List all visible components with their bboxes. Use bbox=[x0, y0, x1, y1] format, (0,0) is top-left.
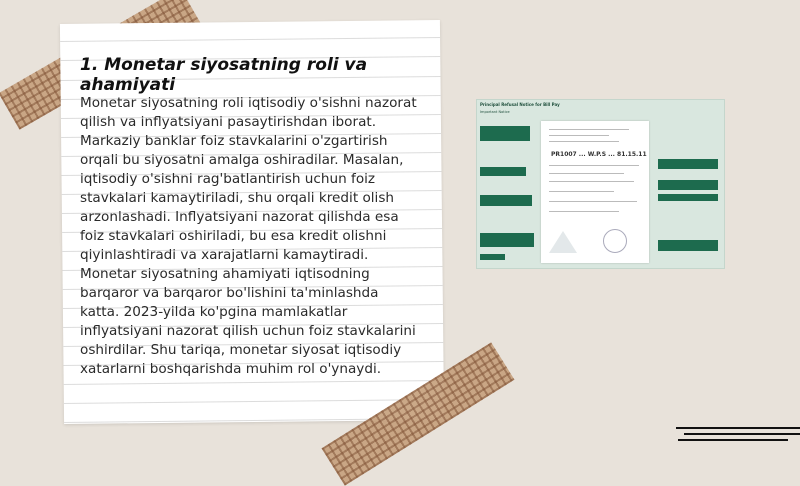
deco-line bbox=[684, 433, 800, 435]
document-title: Principal Refusal Notice for Bill Pay bbox=[480, 102, 560, 107]
doc-line bbox=[549, 191, 614, 192]
doc-line bbox=[549, 129, 629, 130]
doc-graphic bbox=[549, 231, 577, 253]
doc-line bbox=[549, 211, 619, 212]
callout-box bbox=[658, 180, 718, 190]
decorative-lines bbox=[676, 424, 800, 444]
doc-line bbox=[549, 165, 639, 166]
doc-stamp bbox=[603, 229, 627, 253]
callout-box bbox=[480, 167, 526, 176]
doc-line bbox=[549, 135, 609, 136]
document-subtitle: Important Notice bbox=[480, 110, 510, 114]
callout-box bbox=[480, 195, 532, 206]
callout-box bbox=[480, 254, 505, 260]
doc-line bbox=[549, 173, 624, 174]
document-illustration bbox=[476, 99, 725, 269]
slide-heading: 1. Monetar siyosatning roli va ahamiyati bbox=[80, 55, 368, 95]
doc-line bbox=[549, 181, 634, 182]
callout-box bbox=[658, 159, 718, 169]
deco-line bbox=[676, 427, 800, 429]
deco-line bbox=[678, 439, 788, 441]
callout-box bbox=[658, 194, 718, 201]
callout-box bbox=[480, 233, 534, 247]
slide-body-text: Monetar siyosatning roli iqtisodiy o'sishni nazorat qilish va inflyatsiyani pasaytirishdan iborat. Markaziy banklar foiz stavkalarini o'zgartirish orqali bu siyosatni amalga oshiradilar. Masalan, iqtisodiy o'sishni rag'batlantirish uchun foiz stavkalari kamaytiriladi, shu orqali kredit olish arzonlashadi. Inflyatsiyani nazorat qilishda esa foiz stavkalari oshiriladi, bu esa kredit olishni qiyinlashtiradi va xarajatlarni kamaytiradi. Monetar siyosatning ahamiyati iqtisodning barqaror va barqaror bo'lishini ta'minlashda katta. 2023-yilda ko'pgina mamlakatlar inflyatsiyani nazorat qilish uchun foiz stavkalarini oshirdilar. Shu tariqa, monetar siyosat iqtisodiy xatarlarni boshqarishda muhim rol o'ynaydi. bbox=[80, 95, 417, 377]
document-number: PR1007 ... W.P.S ... 81.15.11 bbox=[551, 151, 647, 158]
doc-line bbox=[549, 201, 637, 202]
callout-box bbox=[658, 240, 718, 251]
document-page bbox=[541, 121, 649, 263]
doc-line bbox=[549, 141, 619, 142]
callout-box bbox=[480, 126, 530, 141]
